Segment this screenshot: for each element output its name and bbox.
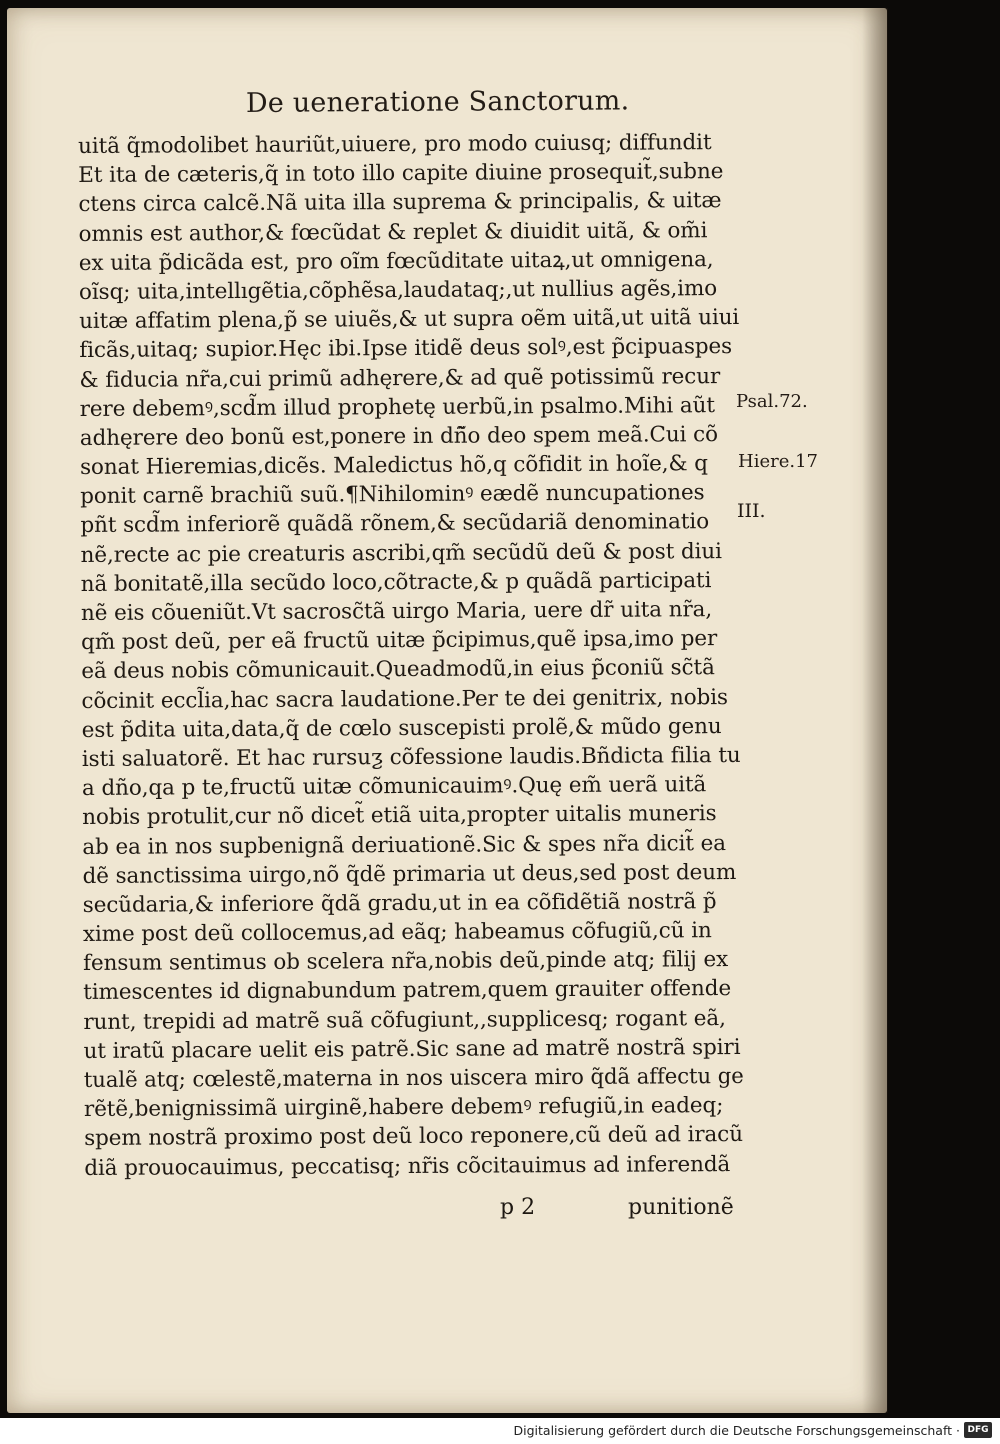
text-line: xime post deũ collocemus,ad eãq; habeamus cõfugiũ,cũ in xyxy=(82,918,712,948)
text-line: ut iratũ placare uelit eis patrẽ.Sic sane ad matrẽ nostrã spiri xyxy=(83,1034,741,1064)
text-line: nobis protulit,cur nõ dicet̃ etiã uita,propter uitalis muneris xyxy=(82,801,717,831)
margin-note-psalm: Psal.72. xyxy=(736,391,808,412)
text-line: omnis est author,& fœcũdat & replet & diuidit uitã, & om̃i xyxy=(78,217,708,247)
text-line: ponit carnẽ brachiũ suũ.¶Nihilominꝰ eædẽ nuncupationes xyxy=(80,480,705,510)
text-line: qm̃ post deũ, per eã fructũ uitæ p̃cipimus,quẽ ipsa,imo per xyxy=(81,626,718,656)
dfg-logo xyxy=(964,1422,992,1438)
text-line: & fiducia nr̃a,cui primũ adhęrere,& ad quẽ potissimũ recur xyxy=(79,363,721,393)
text-line: nẽ eis cõueniũt.Vt sacrosc̃tã uirgo Maria, uere dr̃ uita nr̃a, xyxy=(80,597,713,626)
running-head: De ueneratione Sanctorum. xyxy=(245,85,630,119)
text-line: secũdaria,& inferiore q̃dã gradu,ut in ea cõfidẽtiã nostrã p̃ xyxy=(82,888,717,918)
text-line: nẽ,recte ac pie creaturis ascribi,qm̃ secũdũ deũ & post diui xyxy=(80,538,722,568)
footer-bar xyxy=(0,1418,1000,1444)
text-line: rẽtẽ,benignissimã uirginẽ,habere debemꝰ refugiũ,in eadeq; xyxy=(83,1093,724,1123)
text-line: eã deus nobis cõmunicauit.Queadmodũ,in eius p̃coniũ sc̃tã xyxy=(81,655,715,685)
text-line: fensum sentimus ob scelera nr̃a,nobis deũ,pinde atq; filij ex xyxy=(83,947,729,977)
catchword: punitionẽ xyxy=(628,1195,734,1220)
signature-mark: p 2 xyxy=(500,1195,536,1220)
dfg-logo-text: DFG xyxy=(967,1425,989,1435)
text-line: cõcinit eccl̃ia,hac sacra laudatione.Per te dei genitrix, nobis xyxy=(81,684,729,714)
text-line: ficãs,uitaq; supior.Hęc ibi.Ipse itidẽ deus solꝰ,est p̃cipuaspes xyxy=(79,334,733,364)
text-line: pñt scd̃m inferiorẽ quãdã rõnem,& secũdariã denominatio xyxy=(80,509,710,539)
text-line: Et ita de cæteris,q̃ in toto illo capite diuine prosequit̃,subne xyxy=(78,159,724,189)
text-line: adhęrere deo bonũ est,ponere in dñ̃o deo spem meã.Cui cõ xyxy=(79,421,718,451)
text-line: ab ea in nos supbenignã deriuationẽ.Sic & spes nr̃a dicit̃ ea xyxy=(82,830,727,860)
text-line: uitæ affatim plena,p̃ se uiuẽs,& ut supra oẽm uitã,ut uitã uiui xyxy=(79,305,740,335)
text-line: runt, trepidi ad matrẽ suã cõfugiunt,,supplicesq; rogant eã, xyxy=(83,1005,726,1035)
funding-credit: Digitalisierung gefördert durch die Deutsche Forschungsgemeinschaft · xyxy=(513,1423,960,1438)
text-line: oĩsq; uita,intellıgẽtia,cõphẽsa,laudataq;,ut nullius agẽs,imo xyxy=(78,276,718,305)
text-line: a dño,qa p te,fructũ uitæ cõmunicauimꝰ.Quę em̃ uerã uitã xyxy=(81,772,707,802)
text-line: diã prouocauimus, peccatisq; nr̃is cõcitauimus ad inferendã xyxy=(84,1151,731,1181)
page-edge-shadow xyxy=(862,8,888,1413)
text-line: ex uita p̃dicãda est, pro oĩm fœcũditate uitaꝝ,ut omnigena, xyxy=(78,246,714,276)
text-line: tualẽ atq; cœlestẽ,materna in nos uiscera miro q̃dã affectu ge xyxy=(83,1063,744,1093)
text-line: sonat Hieremias,dicẽs. Maledictus hõ,q cõfidit in hoĩe,& q xyxy=(79,451,708,481)
text-line: rere debemꝰ,scd̃m illud prophetę uerbũ,in psalmo.Mihi aũt xyxy=(79,392,715,422)
body-text xyxy=(78,128,744,1183)
text-line: est p̃dita uita,data,q̃ de cœlo suscepisti prolẽ,& mũdo genu xyxy=(81,713,722,743)
text-line: uitã q̃modolibet hauriũt,uiuere, pro modo cuiusq; diffundit xyxy=(78,130,712,159)
text-line: ctens circa calcẽ.Nã uita illa suprema & principalis, & uitæ xyxy=(78,188,722,218)
text-line: timescentes id dignabundum patrem,quem grauiter offende xyxy=(83,976,732,1006)
margin-note-jeremiah: Hiere.17 xyxy=(738,451,818,472)
text-line: dẽ sanctissima uirgo,nõ q̃dẽ primaria ut deus,sed post deum xyxy=(82,859,737,889)
margin-note-section-number: III. xyxy=(737,500,766,522)
text-line: nã bonitatẽ,illa secũdo loco,cõtracte,& p quãdã participati xyxy=(80,567,712,597)
text-line: spem nostrã proximo post deũ loco reponere,cũ deũ ad iracũ xyxy=(84,1122,744,1152)
text-line: isti saluatorẽ. Et hac rursuƺ cõfessione laudis.Bñdicta filia tu xyxy=(81,742,741,772)
